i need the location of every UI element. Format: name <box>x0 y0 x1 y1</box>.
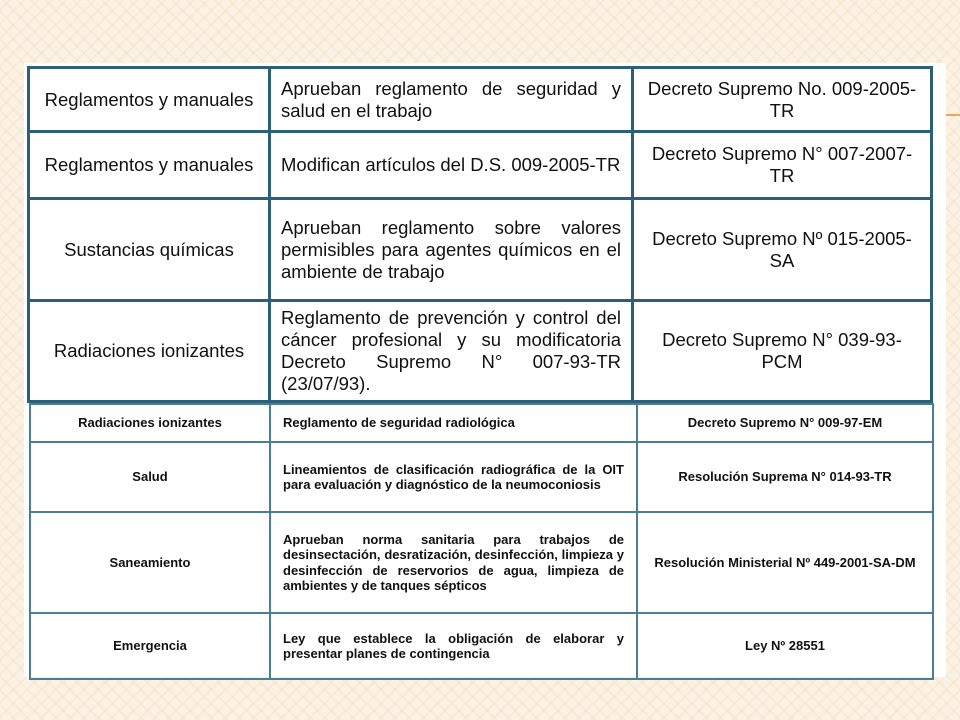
norm-cell: Decreto Supremo No. 009-2005-TR <box>633 68 932 132</box>
category-cell: Radiaciones ionizantes <box>30 404 270 442</box>
category-cell: Reglamentos y manuales <box>29 132 270 199</box>
category-cell: Saneamiento <box>30 512 270 613</box>
description-cell: Modifican artículos del D.S. 009-2005-TR <box>270 132 633 199</box>
description-cell: Lineamientos de clasificación radiográfica de la OIT para evaluación y diagnóstico de la neumoconiosis <box>270 442 637 512</box>
description-cell: Reglamento de prevención y control del cáncer profesional y su modificatoria Decreto Supremo N° 007-93-TR (23/07/93). <box>270 301 633 402</box>
table-row <box>29 68 932 132</box>
category-cell: Radiaciones ionizantes <box>29 301 270 402</box>
table-row <box>30 442 933 512</box>
table-row <box>29 132 932 199</box>
regulations-table-top <box>27 66 933 403</box>
table-row <box>30 613 933 679</box>
table-row <box>30 404 933 442</box>
description-cell: Aprueban norma sanitaria para trabajos de desinsectación, desratización, desinfección, limpieza y desinfección de reservorios de agua, limpieza de ambientes y de tanques sépticos <box>270 512 637 613</box>
table-row <box>29 199 932 301</box>
norm-cell: Decreto Supremo N° 009-97-EM <box>637 404 933 442</box>
norm-cell: Decreto Supremo N° 007-2007-TR <box>633 132 932 199</box>
regulations-table-bottom <box>29 403 934 680</box>
norm-cell: Ley Nº 28551 <box>637 613 933 679</box>
category-cell: Reglamentos y manuales <box>29 68 270 132</box>
norm-cell: Resolución Ministerial Nº 449-2001-SA-DM <box>637 512 933 613</box>
description-cell: Reglamento de seguridad radiológica <box>270 404 637 442</box>
table-row <box>29 301 932 402</box>
norm-cell: Resolución Suprema N° 014-93-TR <box>637 442 933 512</box>
category-cell: Emergencia <box>30 613 270 679</box>
category-cell: Sustancias químicas <box>29 199 270 301</box>
description-cell: Ley que establece la obligación de elaborar y presentar planes de contingencia <box>270 613 637 679</box>
description-cell: Aprueban reglamento de seguridad y salud en el trabajo <box>270 68 633 132</box>
table-row <box>30 512 933 613</box>
description-cell: Aprueban reglamento sobre valores permisibles para agentes químicos en el ambiente de trabajo <box>270 199 633 301</box>
category-cell: Salud <box>30 442 270 512</box>
norm-cell: Decreto Supremo Nº 015-2005-SA <box>633 199 932 301</box>
norm-cell: Decreto Supremo N° 039-93-PCM <box>633 301 932 402</box>
